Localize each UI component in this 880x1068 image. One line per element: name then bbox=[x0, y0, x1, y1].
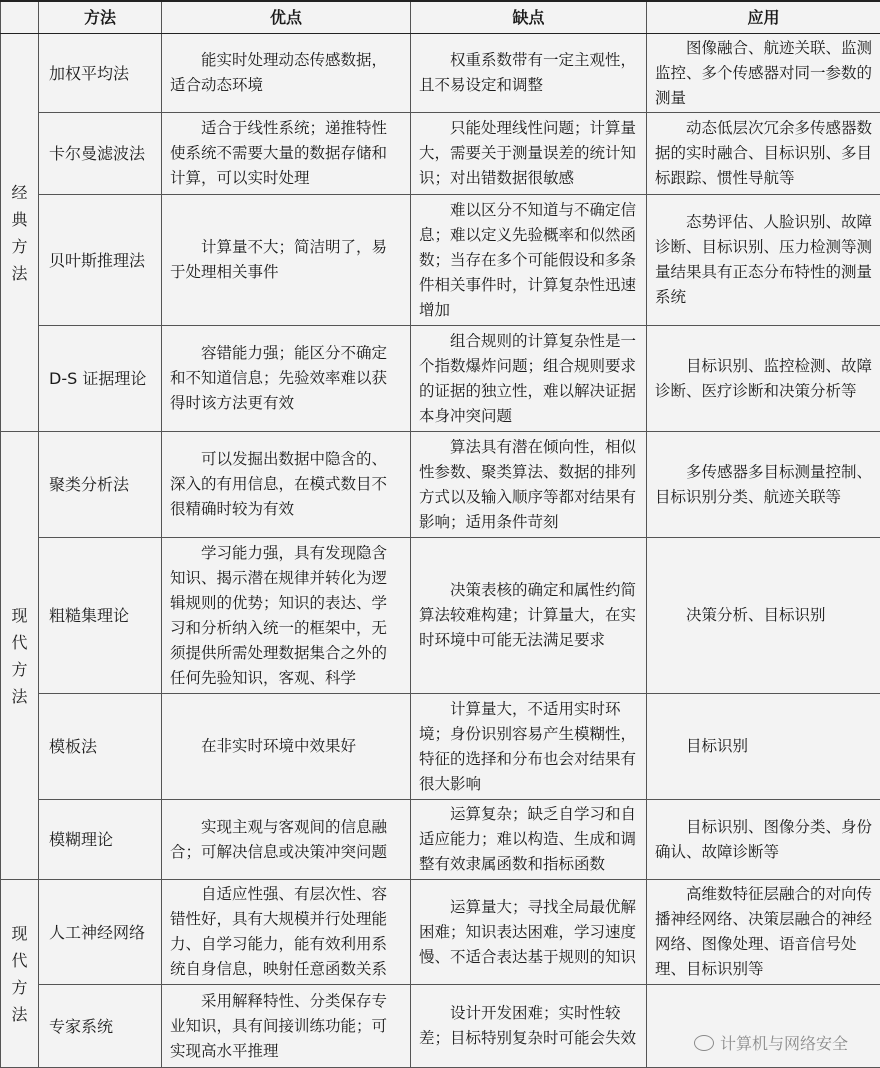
table-row bbox=[1, 195, 880, 326]
applications-cell: 目标识别、图像分类、身份确认、故障诊断等 bbox=[647, 800, 880, 880]
table-row bbox=[1, 880, 880, 985]
category-cell bbox=[1, 880, 39, 1068]
applications-cell: 态势评估、人脸识别、故障诊断、目标识别、压力检测等测量结果具有正态分布特性的测量系统 bbox=[647, 195, 880, 326]
category-label: 经典方法 bbox=[11, 182, 28, 283]
header-row bbox=[1, 1, 880, 34]
header-pros: 优点 bbox=[162, 1, 411, 34]
applications-cell: 决策分析、目标识别 bbox=[647, 538, 880, 694]
applications-cell: 图像融合、航迹关联、监测监控、多个传感器对同一参数的测量 bbox=[647, 34, 880, 113]
table-row bbox=[1, 113, 880, 195]
method-cell: 模糊理论 bbox=[39, 800, 162, 880]
cons-cell: 决策表核的确定和属性约简算法较难构建；计算量大，在实时环境中可能无法满足要求 bbox=[411, 538, 647, 694]
header-blank bbox=[1, 1, 39, 34]
method-cell: 粗糙集理论 bbox=[39, 538, 162, 694]
header-method: 方法 bbox=[39, 1, 162, 34]
table-row bbox=[1, 985, 880, 1068]
wechat-icon bbox=[694, 1035, 714, 1051]
pros-cell: 实现主观与客观间的信息融合；可解决信息或决策冲突问题 bbox=[162, 800, 411, 880]
pros-cell: 采用解释特性、分类保存专业知识，具有间接训练功能；可实现高水平推理 bbox=[162, 985, 411, 1068]
cons-cell: 难以区分不知道与不确定信息；难以定义先验概率和似然函数；当存在多个可能假设和多条件相关事件时，计算复杂性迅速增加 bbox=[411, 195, 647, 326]
cons-cell: 只能处理线性问题；计算量大，需要关于测量误差的统计知识；对出错数据很敏感 bbox=[411, 113, 647, 195]
cons-cell: 组合规则的计算复杂性是一个指数爆炸问题；组合规则要求的证据的独立性，难以解决证据本身冲突问题 bbox=[411, 326, 647, 432]
table-row bbox=[1, 432, 880, 538]
category-cell bbox=[1, 432, 39, 880]
header-cons: 缺点 bbox=[411, 1, 647, 34]
table-row bbox=[1, 800, 880, 880]
applications-cell: 目标识别 bbox=[647, 694, 880, 800]
cons-cell: 设计开发困难；实时性较差；目标特别复杂时可能会失效 bbox=[411, 985, 647, 1068]
applications-cell bbox=[647, 985, 880, 1068]
method-cell: 聚类分析法 bbox=[39, 432, 162, 538]
header-applications: 应用 bbox=[647, 1, 880, 34]
applications-cell: 目标识别、监控检测、故障诊断、医疗诊断和决策分析等 bbox=[647, 326, 880, 432]
table-row bbox=[1, 538, 880, 694]
applications-cell: 动态低层次冗余多传感器数据的实时融合、目标识别、多目标跟踪、惯性导航等 bbox=[647, 113, 880, 195]
category-label: 现代方法 bbox=[11, 605, 28, 706]
pros-cell: 容错能力强；能区分不确定和不知道信息；先验效率难以获得时该方法更有效 bbox=[162, 326, 411, 432]
pros-cell: 适合于线性系统；递推特性使系统不需要大量的数据存储和计算，可以实时处理 bbox=[162, 113, 411, 195]
applications-cell: 多传感器多目标测量控制、目标识别分类、航迹关联等 bbox=[647, 432, 880, 538]
pros-cell: 在非实时环境中效果好 bbox=[162, 694, 411, 800]
pros-cell: 计算量不大；简洁明了，易于处理相关事件 bbox=[162, 195, 411, 326]
method-cell: D-S 证据理论 bbox=[39, 326, 162, 432]
cons-cell: 算法具有潜在倾向性，相似性参数、聚类算法、数据的排列方式以及输入顺序等都对结果有影响；适用条件苛刻 bbox=[411, 432, 647, 538]
watermark bbox=[694, 1031, 848, 1054]
cons-cell: 计算量大，不适用实时环境；身份识别容易产生模糊性，特征的选择和分布也会对结果有很大影响 bbox=[411, 694, 647, 800]
cons-cell: 权重系数带有一定主观性，且不易设定和调整 bbox=[411, 34, 647, 113]
method-cell: 贝叶斯推理法 bbox=[39, 195, 162, 326]
cons-cell: 运算量大；寻找全局最优解困难；知识表达困难，学习速度慢、不适合表达基于规则的知识 bbox=[411, 880, 647, 985]
category-cell bbox=[1, 34, 39, 432]
method-cell: 加权平均法 bbox=[39, 34, 162, 113]
applications-cell: 高维数特征层融合的对向传播神经网络、决策层融合的神经网络、图像处理、语音信号处理、目标识别等 bbox=[647, 880, 880, 985]
method-cell: 专家系统 bbox=[39, 985, 162, 1068]
cons-cell: 运算复杂；缺乏自学习和自适应能力；难以构造、生成和调整有效隶属函数和指标函数 bbox=[411, 800, 647, 880]
table-row bbox=[1, 694, 880, 800]
pros-cell: 能实时处理动态传感数据，适合动态环境 bbox=[162, 34, 411, 113]
method-cell: 模板法 bbox=[39, 694, 162, 800]
watermark-text: 计算机与网络安全 bbox=[719, 1034, 848, 1053]
category-label: 现代方法 bbox=[11, 923, 28, 1024]
method-cell: 人工神经网络 bbox=[39, 880, 162, 985]
pros-cell: 自适应性强、有层次性、容错性好，具有大规模并行处理能力、自学习能力，能有效利用系统自身信息，映射任意函数关系 bbox=[162, 880, 411, 985]
table-row bbox=[1, 326, 880, 432]
pros-cell: 可以发掘出数据中隐含的、深入的有用信息，在模式数目不很精确时较为有效 bbox=[162, 432, 411, 538]
table-row bbox=[1, 34, 880, 113]
pros-cell: 学习能力强，具有发现隐含知识、揭示潜在规律并转化为逻辑规则的优势；知识的表达、学习和分析纳入统一的框架中，无须提供所需处理数据集合之外的任何先验知识，客观、科学 bbox=[162, 538, 411, 694]
method-cell: 卡尔曼滤波法 bbox=[39, 113, 162, 195]
